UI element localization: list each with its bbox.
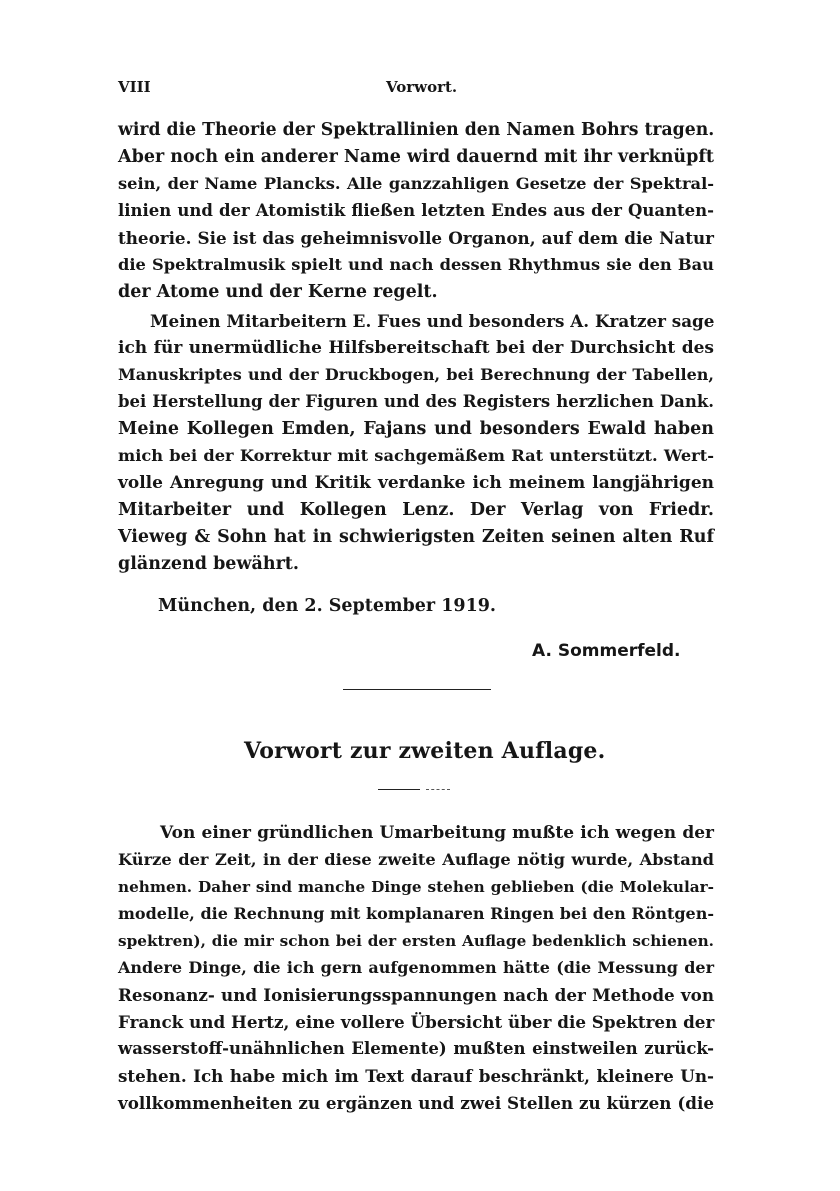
signature: A. Sommerfeld. [532, 641, 681, 661]
dateline: München, den 2. September 1919. [158, 596, 497, 616]
text-line: volle Anregung und Kritik verdanke ich meinem langjährigen [118, 473, 714, 493]
section-heading: Vorwort zur zweiten Auflage. [244, 738, 606, 764]
section-divider [343, 689, 491, 690]
text-line: ich für unermüdliche Hilfsbereitschaft bei der Durchsicht des [118, 338, 714, 358]
text-line: wird die Theorie der Spektrallinien den Namen Bohrs tragen. [118, 120, 715, 140]
text-line: modelle, die Rechnung mit komplanaren Ringen bei den Röntgen- [118, 904, 714, 923]
text-line: Aber noch ein anderer Name wird dauernd mit ihr verknüpft [118, 147, 714, 167]
heading-rule [426, 789, 450, 790]
text-line: wasserstoff-unähnlichen Elemente) mußten einstweilen zurück- [118, 1039, 714, 1058]
text-line: glänzend bewährt. [118, 554, 299, 574]
text-line: Von einer gründlichen Umarbeitung mußte ich wegen der [160, 823, 714, 843]
text-line: theorie. Sie ist das geheimnisvolle Organon, auf dem die Natur [118, 228, 714, 248]
text-line: Franck und Hertz, eine vollere Übersicht über die Spektren der [118, 1012, 715, 1032]
page-header [118, 78, 718, 100]
text-line: Meinen Mitarbeitern E. Fues und besonders A. Kratzer sage [150, 311, 715, 331]
text-line: stehen. Ich habe mich im Text darauf beschränkt, kleinere Un- [118, 1066, 714, 1086]
text-line: Resonanz- und Ionisierungsspannungen nach der Methode von [118, 985, 714, 1005]
text-line: Meine Kollegen Emden, Fajans und besonders Ewald haben [118, 419, 714, 439]
text-line: Mitarbeiter und Kollegen Lenz. Der Verlag von Friedr. [118, 500, 714, 520]
text-line: spektren), die mir schon bei der ersten Auflage bedenklich schienen. [118, 932, 714, 950]
text-line: der Atome und der Kerne regelt. [118, 282, 438, 302]
text-line: mich bei der Korrektur mit sachgemäßem Rat unterstützt. Wert- [118, 446, 714, 465]
text-line: die Spektralmusik spielt und nach dessen Rhythmus sie den Bau [118, 255, 714, 274]
text-line: sein, der Name Plancks. Alle ganzzahligen Gesetze der Spektral- [118, 174, 714, 193]
text-line: Manuskriptes und der Druckbogen, bei Berechnung der Tabellen, [118, 365, 714, 384]
heading-rule [378, 789, 420, 790]
running-title: Vorwort. [386, 78, 458, 96]
text-line: bei Herstellung der Figuren und des Registers herzlichen Dank. [118, 392, 714, 411]
text-line: nehmen. Daher sind manche Dinge stehen geblieben (die Molekular- [118, 878, 714, 896]
text-line: Kürze der Zeit, in der diese zweite Auflage nötig wurde, Abstand [118, 850, 714, 869]
text-line: linien und der Atomistik fließen letzten Endes aus der Quanten- [118, 201, 714, 220]
text-line: Vieweg & Sohn hat in schwierigsten Zeiten seinen alten Ruf [118, 527, 714, 547]
text-line: vollkommenheiten zu ergänzen und zwei Stellen zu kürzen (die [118, 1093, 714, 1113]
page-number: VIII [118, 78, 151, 96]
text-line: Andere Dinge, die ich gern aufgenommen hätte (die Messung der [118, 958, 714, 977]
